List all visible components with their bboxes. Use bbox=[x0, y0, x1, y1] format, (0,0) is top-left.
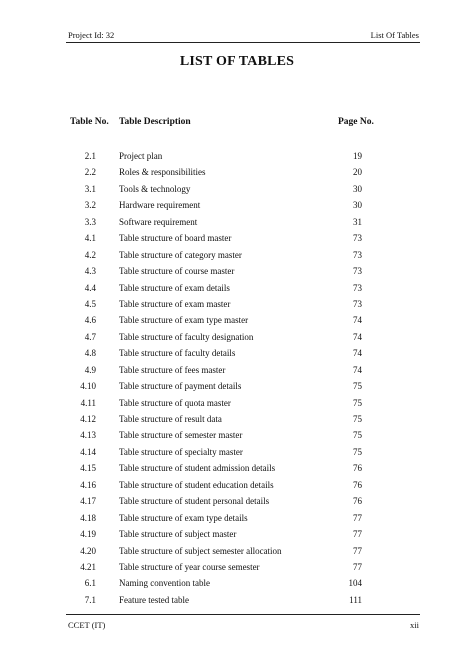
page-number: 75 bbox=[353, 414, 362, 424]
page-number: 111 bbox=[349, 594, 362, 605]
table-description: Table structure of course master bbox=[119, 266, 235, 277]
table-row bbox=[0, 247, 474, 263]
footer-divider bbox=[66, 614, 420, 615]
page-number: 74 bbox=[353, 364, 362, 375]
table-description: Table structure of payment details bbox=[119, 381, 242, 392]
table-number: 4.9 bbox=[84, 364, 96, 375]
table-description: Table structure of year course semester bbox=[119, 561, 260, 572]
table-description: Table structure of faculty details bbox=[119, 348, 236, 359]
table-row bbox=[0, 559, 474, 575]
page-number: 74 bbox=[353, 348, 362, 359]
table-row bbox=[0, 411, 474, 427]
table-row bbox=[0, 164, 474, 180]
page-title: LIST OF TABLES bbox=[179, 54, 295, 69]
table-row bbox=[0, 575, 474, 591]
table-number: 3.3 bbox=[84, 216, 96, 227]
table-number: 4.11 bbox=[80, 397, 96, 408]
table-description: Table structure of student personal details bbox=[119, 496, 270, 507]
table-row bbox=[0, 296, 474, 312]
page-number: 76 bbox=[353, 496, 362, 507]
table-number: 7.1 bbox=[84, 594, 96, 605]
table-row bbox=[0, 592, 474, 608]
table-description: Table structure of result data bbox=[119, 414, 222, 424]
table-row bbox=[0, 427, 474, 443]
page-number: 73 bbox=[353, 282, 362, 293]
table-description: Feature tested table bbox=[119, 594, 189, 605]
table-description: Table structure of category master bbox=[119, 249, 242, 260]
table-number: 2.2 bbox=[84, 167, 96, 178]
footer-institution: CCET (IT) bbox=[68, 620, 106, 630]
table-row bbox=[0, 280, 474, 296]
table-description: Table structure of specialty master bbox=[119, 446, 243, 457]
table-row bbox=[0, 493, 474, 509]
table-row bbox=[0, 197, 474, 213]
page-number: 77 bbox=[353, 529, 362, 540]
table-number: 4.4 bbox=[84, 282, 96, 293]
table-row bbox=[0, 444, 474, 460]
table-row bbox=[0, 345, 474, 361]
table-row bbox=[0, 395, 474, 411]
table-number: 4.15 bbox=[80, 463, 96, 474]
table-description: Table structure of fees master bbox=[119, 364, 226, 375]
table-description: Table structure of exam type master bbox=[119, 315, 249, 326]
header-project-id: Project Id: 32 bbox=[68, 30, 115, 40]
table-description: Table structure of exam details bbox=[119, 282, 230, 293]
table-description: Table structure of exam type details bbox=[119, 512, 248, 523]
table-number: 4.16 bbox=[80, 479, 96, 490]
table-row bbox=[0, 526, 474, 542]
table-row bbox=[0, 312, 474, 328]
table-description: Table structure of exam master bbox=[119, 298, 231, 309]
table-description: Table structure of subject master bbox=[119, 529, 237, 540]
table-number: 4.17 bbox=[80, 496, 96, 507]
header-section-title: List Of Tables bbox=[370, 30, 419, 40]
table-description: Project plan bbox=[119, 151, 163, 161]
table-description: Table structure of subject semester allocation bbox=[119, 545, 282, 556]
table-row bbox=[0, 181, 474, 197]
table-row bbox=[0, 460, 474, 476]
page-number: 74 bbox=[353, 315, 362, 326]
table-number: 4.1 bbox=[84, 233, 96, 244]
table-list bbox=[0, 148, 474, 608]
table-row bbox=[0, 329, 474, 345]
page-number: 30 bbox=[353, 183, 362, 194]
table-description: Table structure of faculty designation bbox=[119, 331, 254, 342]
page-number: 74 bbox=[353, 331, 362, 342]
table-description: Table structure of semester master bbox=[119, 430, 243, 441]
column-header-description: Table Description bbox=[119, 117, 191, 127]
table-row bbox=[0, 477, 474, 493]
table-number: 4.12 bbox=[80, 414, 96, 424]
table-description: Software requirement bbox=[119, 216, 198, 227]
table-number: 6.1 bbox=[84, 578, 96, 589]
table-row bbox=[0, 214, 474, 230]
page-number: 77 bbox=[353, 545, 362, 556]
table-row bbox=[0, 510, 474, 526]
page-number: 73 bbox=[353, 266, 362, 277]
page-number: 73 bbox=[353, 249, 362, 260]
table-number: 4.2 bbox=[84, 249, 96, 260]
table-number: 3.2 bbox=[84, 200, 96, 211]
table-number: 4.20 bbox=[80, 545, 96, 556]
page-number: 75 bbox=[353, 381, 362, 392]
table-number: 4.10 bbox=[80, 381, 96, 392]
page-number: 75 bbox=[353, 446, 362, 457]
table-row bbox=[0, 148, 474, 164]
page-number: 75 bbox=[353, 430, 362, 441]
table-number: 2.1 bbox=[84, 151, 96, 161]
column-header-table-no: Table No. bbox=[70, 117, 109, 127]
table-number: 4.14 bbox=[80, 446, 96, 457]
table-row bbox=[0, 263, 474, 279]
table-number: 4.21 bbox=[80, 561, 96, 572]
table-description: Tools & technology bbox=[119, 183, 191, 194]
table-description: Hardware requirement bbox=[119, 200, 201, 211]
page-number: 77 bbox=[353, 561, 362, 572]
table-row bbox=[0, 230, 474, 246]
page-number: 75 bbox=[353, 397, 362, 408]
table-description: Table structure of quota master bbox=[119, 397, 231, 408]
footer-page-number: xii bbox=[410, 620, 419, 630]
table-description: Roles & responsibilities bbox=[119, 167, 206, 178]
page-number: 104 bbox=[348, 578, 362, 589]
table-number: 4.18 bbox=[80, 512, 96, 523]
table-row bbox=[0, 543, 474, 559]
table-description: Table structure of student admission details bbox=[119, 463, 276, 474]
table-number: 4.8 bbox=[84, 348, 96, 359]
header-divider bbox=[66, 42, 420, 43]
table-number: 4.6 bbox=[84, 315, 96, 326]
table-number: 3.1 bbox=[84, 183, 96, 194]
page-number: 30 bbox=[353, 200, 362, 211]
page-number: 20 bbox=[353, 167, 362, 178]
table-number: 4.19 bbox=[80, 529, 96, 540]
column-header-page-no: Page No. bbox=[338, 117, 374, 127]
table-number: 4.13 bbox=[80, 430, 96, 441]
page-number: 73 bbox=[353, 233, 362, 244]
table-description: Naming convention table bbox=[119, 578, 210, 589]
table-number: 4.3 bbox=[84, 266, 96, 277]
table-row bbox=[0, 362, 474, 378]
page-number: 76 bbox=[353, 463, 362, 474]
table-number: 4.7 bbox=[84, 331, 96, 342]
table-description: Table structure of student education details bbox=[119, 479, 274, 490]
page-number: 73 bbox=[353, 298, 362, 309]
table-row bbox=[0, 378, 474, 394]
page-number: 19 bbox=[353, 151, 362, 161]
table-description: Table structure of board master bbox=[119, 233, 232, 244]
table-number: 4.5 bbox=[84, 298, 96, 309]
page-number: 77 bbox=[353, 512, 362, 523]
page-number: 76 bbox=[353, 479, 362, 490]
page-number: 31 bbox=[353, 216, 362, 227]
